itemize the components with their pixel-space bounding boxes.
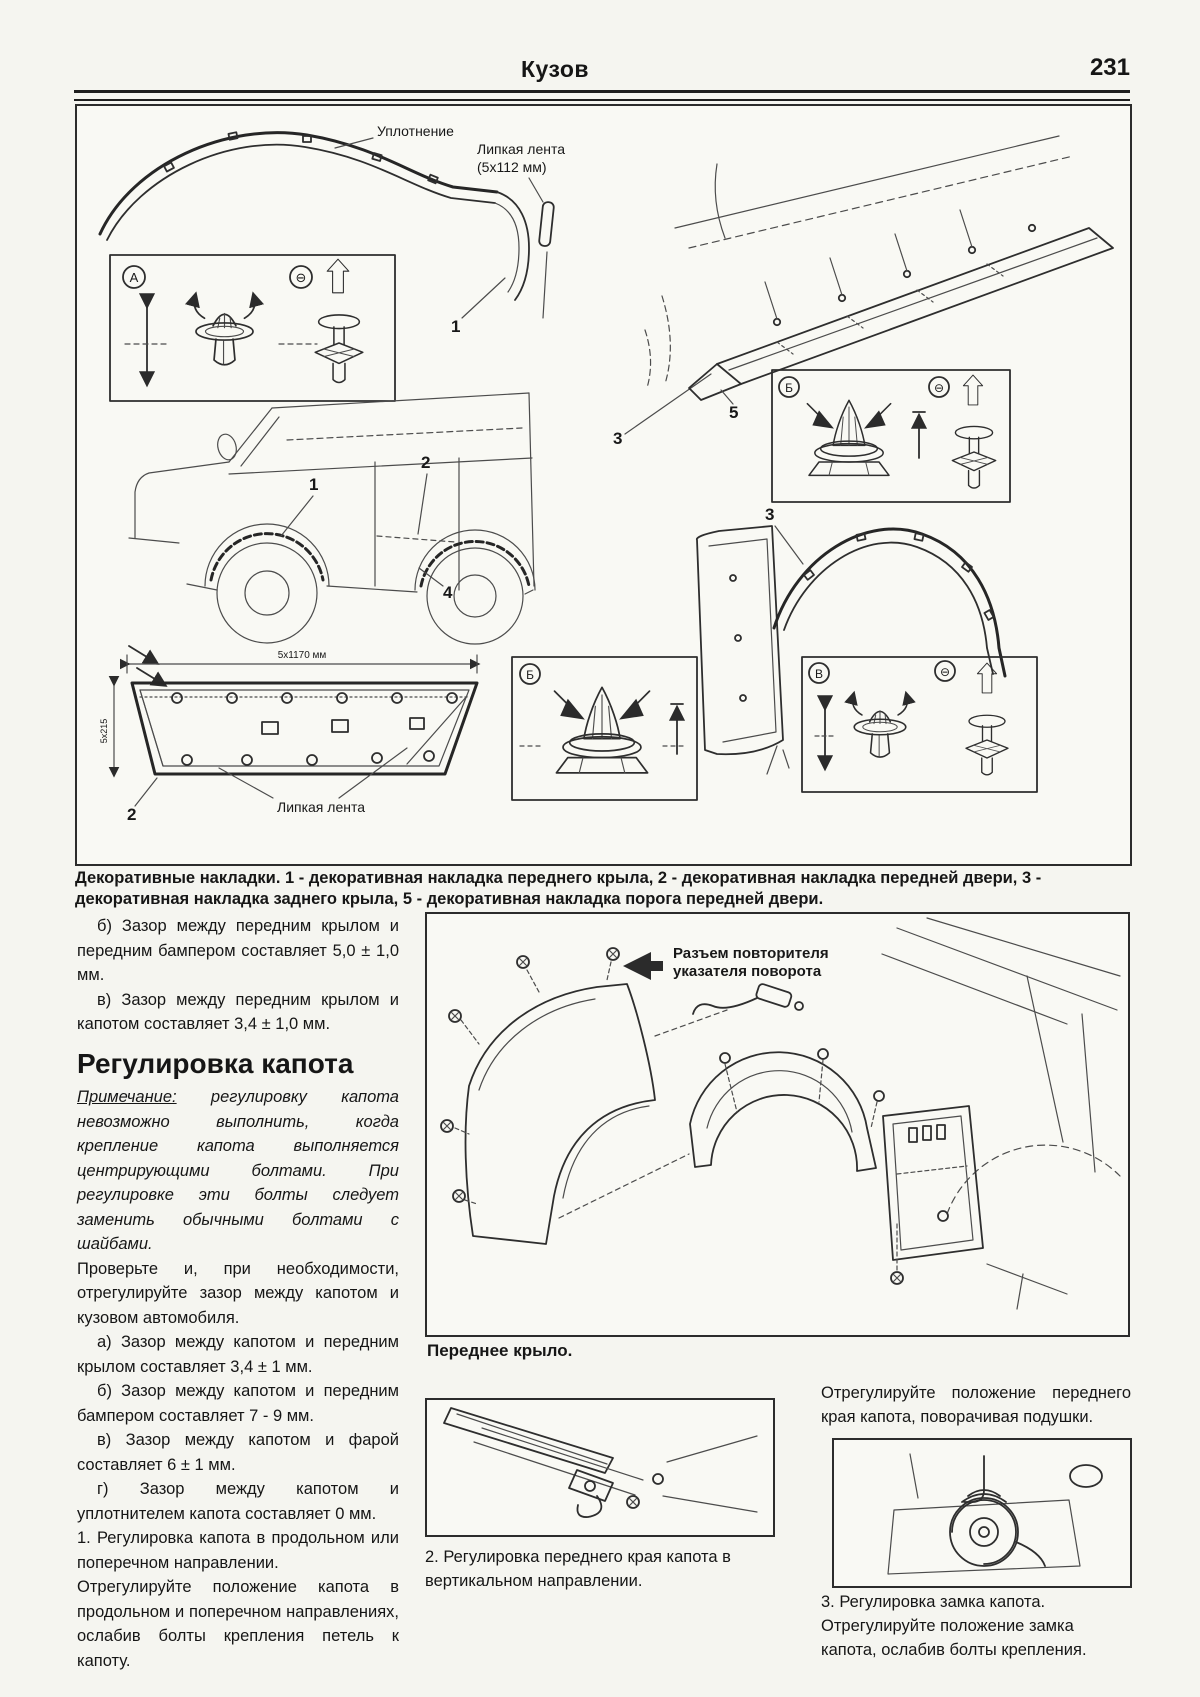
- gap-item-b2: б) Зазор между капотом и передним бампером составляет 7 - 9 мм.: [77, 1382, 399, 1425]
- leader-line-2: [559, 1154, 689, 1218]
- hood-lock-drawing: [834, 1440, 1126, 1582]
- callout-2-panel: 2: [127, 805, 137, 824]
- front-fender-drawing: [427, 914, 1124, 1331]
- rear-fender-trim-drawing: [697, 505, 1005, 774]
- caption-hood-lock-text: Отрегулируйте положение замка капота, ослабив болты крепления.: [821, 1617, 1087, 1659]
- gap-item-g2: г) Зазор между капотом и уплотнителем капота составляет 0 мм.: [77, 1480, 399, 1523]
- callout-5-sill: 5: [729, 403, 739, 422]
- figure-hood-edge: [425, 1398, 775, 1537]
- mud-flap-drawing: [883, 1106, 983, 1284]
- fender-panel-drawing: [441, 948, 655, 1244]
- tape2-label: Липкая лента: [277, 799, 366, 815]
- figure-decorative-trim: [75, 104, 1132, 866]
- note-paragraph: [77, 1085, 399, 1257]
- page-number: 231: [1089, 54, 1130, 81]
- note-label: Примечание:: [77, 1088, 177, 1106]
- clip-inset-center: [512, 657, 697, 800]
- left-arrow-icon: [623, 952, 663, 980]
- door-trim-panel-drawing: [99, 650, 477, 824]
- step-1-title: 1. Регулировка капота в продольном или поперечном направлении.: [77, 1529, 399, 1572]
- car-side-view: [129, 374, 711, 684]
- gap-item-b: б) Зазор между передним крылом и передним бампером составляет 5,0 ± 1,0 мм.: [77, 917, 399, 984]
- car-callout-4: 4: [443, 583, 453, 602]
- marker-a: А: [129, 270, 139, 285]
- trim-figure-drawing: [77, 106, 1126, 860]
- paragraph-adjust-cushions: Отрегулируйте положение переднего края капота, поворачивая подушки.: [821, 1384, 1131, 1426]
- marker-b: Б: [526, 668, 534, 682]
- figure-front-fender-caption: Переднее крыло.: [427, 1341, 573, 1360]
- hood-edge-drawing: [427, 1400, 769, 1531]
- gap-item-v: в) Зазор между передним крылом и капотом составляет 3,4 ± 1,0 мм.: [77, 990, 399, 1033]
- left-text-column: [77, 914, 399, 1673]
- turn-signal-connector-callout: [623, 945, 829, 1014]
- sill-trim-drawing: [645, 136, 1113, 422]
- gap-item-v2: в) Зазор между капотом и фарой составляет 6 ± 1 мм.: [77, 1431, 399, 1474]
- figure-front-fender: [425, 912, 1130, 1337]
- clip-inset-right: [772, 370, 1010, 502]
- caption-hood-lock: [821, 1590, 1133, 1662]
- marker-minus-1: ⊖: [295, 270, 307, 285]
- leader-line: [655, 1010, 727, 1036]
- fender-liner-drawing: [690, 1049, 884, 1171]
- connector-label-line1: Разъем повторителя: [673, 945, 829, 962]
- caption-hood-edge: 2. Регулировка переднего края капота в вертикальном направлении.: [425, 1548, 731, 1590]
- car-callout-2: 2: [421, 453, 431, 472]
- marker-v: В: [814, 667, 824, 681]
- step-1-text: Отрегулируйте положение капота в продольном и поперечном направлениях, ослабив болты крепления петель к капоту.: [77, 1578, 399, 1670]
- tape-size-label: (5х112 мм): [477, 159, 547, 175]
- callout-1-trim: 1: [451, 317, 461, 336]
- dim-left-label: 5х215: [99, 718, 109, 744]
- car-body-sketch: [882, 918, 1120, 1309]
- header-rule: [74, 90, 1130, 101]
- figure-hood-lock: [832, 1438, 1132, 1588]
- car-callout-3: 3: [613, 429, 623, 448]
- connector-label-line2: указателя поворота: [673, 963, 822, 980]
- clip-inset-bottom-right: [802, 657, 1037, 792]
- clip-inset-a: [110, 255, 395, 401]
- figure-decorative-trim-caption: Декоративные накладки. 1 - декоративная накладка переднего крыла, 2 - декоративная накладка передней двери, 3 - декоративная накладка заднего крыла, 5 - декоративная накладка порога передней двери.: [75, 869, 1042, 908]
- tape-label: Липкая лента: [477, 141, 566, 157]
- gap-item-a2: а) Зазор между капотом и передним крылом составляет 3,4 ± 1 мм.: [77, 1333, 399, 1376]
- car-callout-1: 1: [309, 475, 319, 494]
- callout-3-trim: 3: [765, 505, 775, 524]
- paragraph-check-gap: Проверьте и, при необходимости, отрегулируйте зазор между капотом и кузовом автомобиля.: [77, 1259, 399, 1327]
- front-fender-trim-drawing: [100, 123, 565, 336]
- marker-b2: Б: [785, 381, 793, 395]
- seal-label: Уплотнение: [377, 123, 454, 139]
- section-heading-hood-adjustment: Регулировка капота: [77, 1047, 354, 1079]
- caption-hood-lock-title: 3. Регулировка замка капота.: [821, 1593, 1046, 1611]
- dim-top-label: 5х1170 мм: [277, 650, 327, 661]
- note-text: регулировку капота невозможно выполнить, когда крепление капота выполняется центрирующими болтами. При регулировке эти болты следует заменить обычными болтами с шайбами.: [77, 1088, 399, 1253]
- marker-minus-3: ⊖: [939, 665, 951, 679]
- page-title: Кузов: [520, 56, 590, 82]
- marker-minus-2: ⊖: [933, 381, 945, 395]
